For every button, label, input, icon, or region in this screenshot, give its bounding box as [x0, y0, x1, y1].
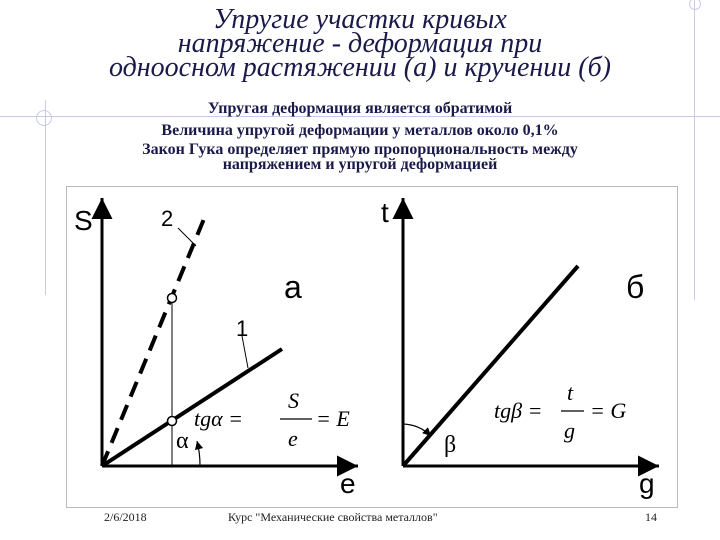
- formula-a-rhs: = E: [316, 406, 350, 431]
- point-on-curve-2: [168, 294, 177, 303]
- formula-b-denominator: g: [564, 418, 575, 443]
- footer-page-number: 14: [645, 510, 657, 524]
- formula-b-numerator: t: [567, 380, 574, 405]
- figure-border: [67, 187, 678, 508]
- title-line: одноосном растяжении (а) и кручении (б): [108, 52, 612, 83]
- decor-circle: [36, 110, 52, 126]
- formula-a-denominator: e: [288, 426, 298, 451]
- formula-b-rhs: = G: [590, 398, 627, 423]
- panel-a-label: а: [284, 269, 302, 305]
- curve-2-label: 2: [161, 206, 174, 231]
- point-on-curve-1: [168, 417, 177, 426]
- footer-course: Курс "Механические свойства металлов": [228, 510, 438, 524]
- panel-b-label: б: [626, 269, 645, 305]
- slide-title: [40, 4, 680, 83]
- slide-bullets: [60, 98, 660, 172]
- decor-circle-right: [689, 0, 701, 10]
- axis-g-label: g: [639, 468, 655, 499]
- formula-a-numerator: S: [288, 388, 299, 413]
- bullet-line: Величина упругой деформации у металлов около 0,1%: [161, 122, 559, 139]
- axis-t-label: t: [381, 197, 389, 228]
- angle-beta-label: β: [444, 432, 457, 458]
- bullet-line: Упругая деформация является обратимой: [207, 100, 513, 117]
- axis-e-label: e: [340, 468, 356, 499]
- title-line: напряжение - деформация при: [177, 28, 543, 59]
- formula-b-lhs: tgβ =: [494, 398, 543, 423]
- curve-1-label: 1: [236, 316, 249, 341]
- bullet-line: напряжением и упругой деформацией: [222, 156, 498, 173]
- title-line: Упругие участки кривых: [213, 4, 507, 35]
- decor-line-vertical: [45, 100, 46, 295]
- axis-s-label: S: [74, 205, 93, 236]
- stress-strain-figure: [66, 186, 678, 508]
- footer-date: 2/6/2018: [104, 510, 147, 524]
- bullet-line: Закон Гука определяет прямую пропорциональность между: [142, 141, 578, 158]
- formula-a-lhs: tgα =: [194, 406, 244, 431]
- decor-line-right: [694, 0, 695, 300]
- angle-alpha-label: α: [176, 428, 189, 454]
